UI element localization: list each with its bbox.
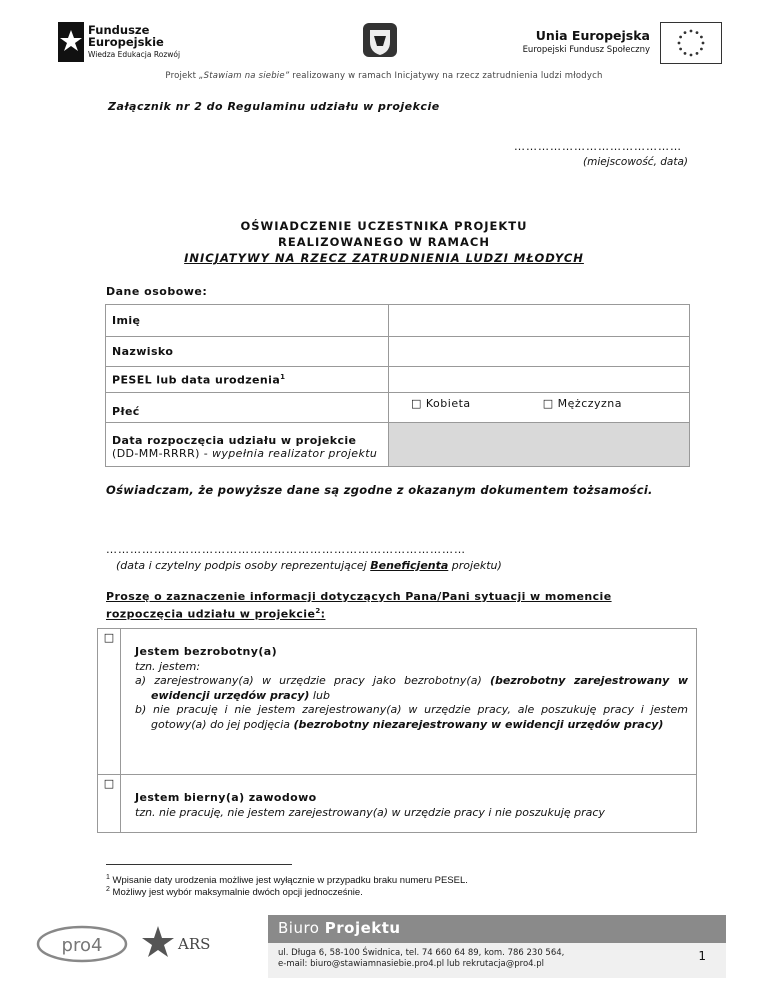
option-a-end: lub (309, 688, 330, 702)
start-date-label-text: Data rozpoczęcia udziału w projekcie (112, 433, 357, 447)
footnote-2 (106, 886, 363, 898)
unemployed-option-b (135, 703, 688, 732)
title-line2: REALIZOWANEGO W RAMACH (278, 235, 490, 249)
male-checkbox[interactable]: □ Mężczyzna (533, 393, 690, 423)
status-instruction-end: : (320, 607, 326, 621)
sex-label: Płeć (106, 393, 389, 423)
inactive-checkbox[interactable]: □ (98, 775, 121, 833)
inactive-cell (121, 775, 697, 833)
unemployed-cell (121, 629, 697, 775)
option-a-text: a) zarejestrowany(a) w urzędzie pracy jako bezrobotny(a) (135, 674, 490, 687)
ars-logo (140, 922, 220, 962)
region-coat-of-arms-icon (362, 22, 398, 58)
eu-text (523, 28, 650, 55)
fe-logo-line1: Fundusze (88, 23, 150, 37)
unemployed-checkbox[interactable]: □ (98, 629, 121, 775)
start-date-field (389, 423, 690, 467)
unemployed-title: Jestem bezrobotny(a) (135, 645, 277, 658)
status-footnote-ref: 2 (315, 607, 321, 615)
status-instruction-text: Proszę o zaznaczenie informacji dotyczących Pana/Pani sytuacji w momencie rozpoczęcia udziału w projekcie (106, 590, 612, 621)
option-a-bold: (bezrobotny zarejestrowany w ewidencji urzędów pracy) (151, 674, 688, 702)
pesel-label (106, 367, 389, 393)
footnote-1-text: Wpisanie daty urodzenia możliwe jest wyłącznie w przypadku braku numeru PESEL. (109, 875, 468, 887)
last-name-field[interactable] (389, 337, 690, 367)
status-table (97, 628, 697, 833)
footnote-divider (106, 864, 292, 865)
project-office-address (278, 948, 564, 970)
pesel-label-text: PESEL lub data urodzenia (112, 373, 281, 387)
fundusze-europejskie-logo (58, 22, 188, 64)
place-dots: …………………………………… (514, 140, 682, 153)
pro4-logo-text: pro4 (61, 935, 103, 956)
inactive-text: tzn. nie pracuję, nie jestem zarejestrowany(a) w urzędzie pracy i nie poszukuję pracy (135, 805, 605, 819)
female-checkbox[interactable]: □ Kobieta (389, 393, 533, 423)
project-office-bar (268, 915, 726, 943)
project-name: „Stawiam na siebie” (199, 71, 290, 81)
eu-flag-icon (660, 22, 722, 64)
project-office-title (278, 919, 401, 937)
unemployed-intro: tzn. jestem: (135, 659, 201, 673)
project-line (0, 71, 768, 81)
personal-data-table (105, 304, 690, 467)
option-b-bold: (bezrobotny niezarejestrowany w ewidencji urzędów pracy) (293, 717, 664, 731)
signature-bold: Beneficjenta (370, 559, 449, 572)
project-office-title-light: Biuro (278, 919, 325, 937)
pesel-field[interactable] (389, 367, 690, 393)
signature-suffix: projektu) (448, 559, 502, 572)
signature-prefix: (data i czytelny podpis osoby reprezentującej (116, 559, 371, 572)
last-name-label: Nazwisko (106, 337, 389, 367)
footnote-1 (106, 874, 468, 886)
personal-data-label: Dane osobowe: (106, 285, 208, 298)
identity-declaration: Oświadczam, że powyższe dane są zgodne z okazanym dokumentem tożsamości. (106, 483, 653, 497)
option-b-text: b) nie pracuję i nie jestem zarejestrowany(a) w urzędzie pracy, ale poszukuję pracy i jestem gotowy(a) do jej podjęcia (135, 703, 688, 731)
title-line3: INICJATYWY NA RZECZ ZATRUDNIENIA LUDZI MŁODYCH (184, 251, 584, 265)
inactive-title: Jestem bierny(a) zawodowo (135, 791, 317, 804)
annex-heading: Załącznik nr 2 do Regulaminu udziału w projekcie (108, 100, 440, 113)
footnote-2-text: Możliwy jest wybór maksymalnie dwóch opcji jednocześnie. (109, 887, 363, 899)
address-line1: ul. Długa 6, 58-100 Świdnica, tel. 74 660 64 89, kom. 786 230 564, (278, 948, 565, 958)
start-date-format (112, 447, 382, 460)
first-name-field[interactable] (389, 305, 690, 337)
start-date-label (106, 423, 389, 467)
page-number: 1 (698, 949, 706, 963)
first-name-label: Imię (106, 305, 389, 337)
start-date-format-text: (DD-MM-RRRR) - (112, 446, 212, 460)
project-office-title-bold: Projektu (324, 919, 401, 937)
project-line-prefix: Projekt (165, 71, 200, 81)
fe-logo-line2: Europejskie (88, 35, 164, 49)
ars-logo-text: ARS (178, 935, 211, 953)
signature-caption (116, 559, 502, 572)
fe-star-icon (58, 22, 84, 62)
signature-dots: ……………………………………………………………………………… (106, 543, 466, 556)
footnote-2-num: 2 (106, 886, 110, 893)
unemployed-option-a (135, 674, 688, 703)
footnote-1-num: 1 (106, 874, 110, 881)
pesel-footnote-ref: 1 (280, 372, 286, 381)
project-office-box (268, 915, 726, 978)
pro4-logo (36, 924, 128, 964)
place-date-caption: (miejscowość, data) (583, 156, 688, 168)
eu-subtitle: Europejski Fundusz Społeczny (522, 45, 650, 55)
status-instruction (106, 590, 666, 622)
eu-title: Unia Europejska (535, 28, 650, 43)
start-date-note: wypełnia realizator projektu (211, 446, 378, 460)
title-line1: OŚWIADCZENIE UCZESTNIKA PROJEKTU (240, 219, 528, 233)
project-line-suffix: realizowany w ramach Inicjatywy na rzecz zatrudnienia ludzi młodych (289, 71, 603, 81)
address-line2: e-mail: biuro@stawiamnasiebie.pro4.pl lub rekrutacja@pro4.pl (278, 959, 545, 969)
fe-logo-sub: Wiedza Edukacja Rozwój (88, 50, 181, 59)
